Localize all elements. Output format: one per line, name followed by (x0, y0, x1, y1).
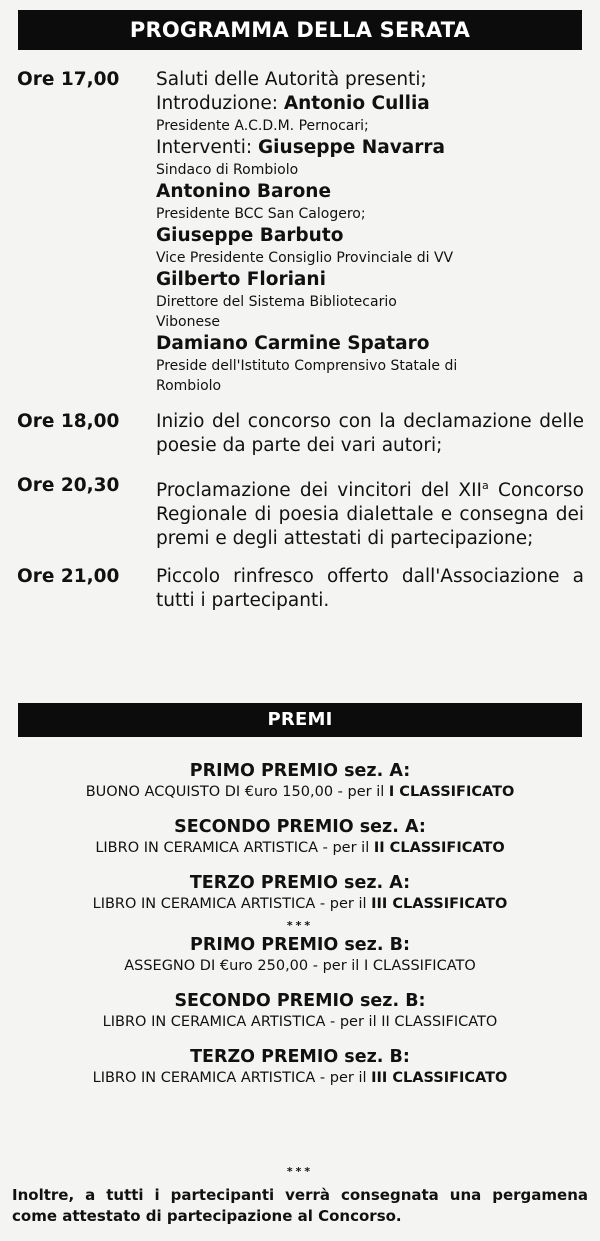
schedule-content (156, 68, 584, 396)
text-part: Concorso Regionale di poesia dialettale e consegna dei premi e degli attestati di partecipazione; (156, 480, 584, 550)
prize-desc-text: BUONO ACQUISTO DI €uro 150,00 - per il (85, 784, 389, 800)
separator-stars: *** (286, 919, 314, 932)
separator-stars: *** (286, 1165, 314, 1178)
prize-rank: III CLASSIFICATO (371, 896, 508, 912)
prize-rank: II CLASSIFICATO (381, 1014, 498, 1030)
text-part: Proclamazione dei vincitori del XII (156, 480, 483, 502)
schedule-time: Ore 18,00 (17, 411, 120, 432)
prize-title: TERZO PREMIO sez. A: (189, 873, 411, 893)
schedule-text (156, 474, 584, 551)
prize-title: PRIMO PREMIO sez. A: (189, 761, 411, 781)
speaker-name: Giuseppe Navarra (258, 137, 445, 158)
prize-item (0, 760, 600, 802)
prize-desc (0, 1068, 600, 1088)
speaker-role: Presidente A.C.D.M. Pernocari; (156, 118, 369, 134)
prize-desc-text: LIBRO IN CERAMICA ARTISTICA - per il (95, 840, 374, 856)
intro-line (156, 92, 584, 116)
prize-rank: II CLASSIFICATO (373, 840, 505, 856)
prizes-title: PREMI (18, 703, 582, 737)
speaker-name: Giuseppe Barbuto (156, 225, 344, 246)
prize-title: SECONDO PREMIO sez. A: (174, 817, 426, 837)
speaker-name: Damiano Carmine Spataro (156, 333, 430, 354)
interventi-label: Interventi: (156, 137, 258, 158)
prizes-list (0, 760, 600, 1102)
speaker-role: Direttore del Sistema Bibliotecario (156, 294, 397, 310)
speaker-role: Rombiolo (156, 378, 222, 394)
prize-rank: I CLASSIFICATO (363, 958, 476, 974)
prize-desc-text: LIBRO IN CERAMICA ARTISTICA - per il (92, 1070, 372, 1086)
speaker-role: Vice Presidente Consiglio Provinciale di VV (156, 250, 454, 266)
prize-desc-text: LIBRO IN CERAMICA ARTISTICA - per il (92, 896, 372, 912)
prize-item (0, 990, 600, 1032)
speaker-role: Sindaco di Rombiolo (156, 162, 299, 178)
schedule-time: Ore 20,30 (17, 475, 120, 496)
speaker-name: Antonio Cullia (283, 93, 430, 114)
prize-rank: III CLASSIFICATO (371, 1070, 508, 1086)
prize-desc (0, 1012, 600, 1032)
schedule-time: Ore 17,00 (17, 69, 120, 90)
prize-desc (0, 838, 600, 858)
speaker-name: Gilberto Floriani (156, 269, 326, 290)
prize-item (0, 872, 600, 914)
schedule (0, 68, 600, 613)
prize-desc-text: ASSEGNO DI €uro 250,00 - per il (124, 958, 364, 974)
schedule-item (0, 410, 600, 458)
speaker-role: Vibonese (156, 314, 221, 330)
prize-desc-text: LIBRO IN CERAMICA ARTISTICA - per il (102, 1014, 382, 1030)
intro-label: Introduzione: (156, 93, 284, 114)
program-title: PROGRAMMA DELLA SERATA (18, 10, 582, 50)
speaker-role: Presidente BCC San Calogero; (156, 206, 366, 222)
prize-rank: I CLASSIFICATO (388, 784, 515, 800)
prize-item (0, 1046, 600, 1088)
speaker-role: Preside dell'Istituto Comprensivo Statale di (156, 358, 458, 374)
prize-desc (0, 782, 600, 802)
prize-title: TERZO PREMIO sez. B: (190, 1047, 410, 1067)
prize-desc (0, 894, 600, 914)
schedule-item (0, 565, 600, 613)
schedule-item (0, 68, 600, 396)
prize-title: PRIMO PREMIO sez. B: (190, 935, 410, 955)
schedule-item (0, 474, 600, 551)
interventi-line (156, 136, 584, 160)
schedule-text: Piccolo rinfresco offerto dall'Associazione a tutti i partecipanti. (156, 566, 584, 612)
prize-item (0, 934, 600, 976)
greeting-text: Saluti delle Autorità presenti; (156, 69, 427, 90)
superscript: a (482, 479, 489, 492)
schedule-time: Ore 21,00 (17, 566, 120, 588)
schedule-text: Inizio del concorso con la declamazione delle poesie da parte dei vari autori; (156, 411, 584, 456)
prize-title: SECONDO PREMIO sez. B: (174, 991, 426, 1011)
speaker-name: Antonino Barone (156, 181, 332, 202)
prize-desc (0, 956, 600, 976)
footer-note: Inoltre, a tutti i partecipanti verrà consegnata una pergamena come attestato di partecipazione al Concorso. (12, 1186, 588, 1225)
prize-item (0, 816, 600, 858)
